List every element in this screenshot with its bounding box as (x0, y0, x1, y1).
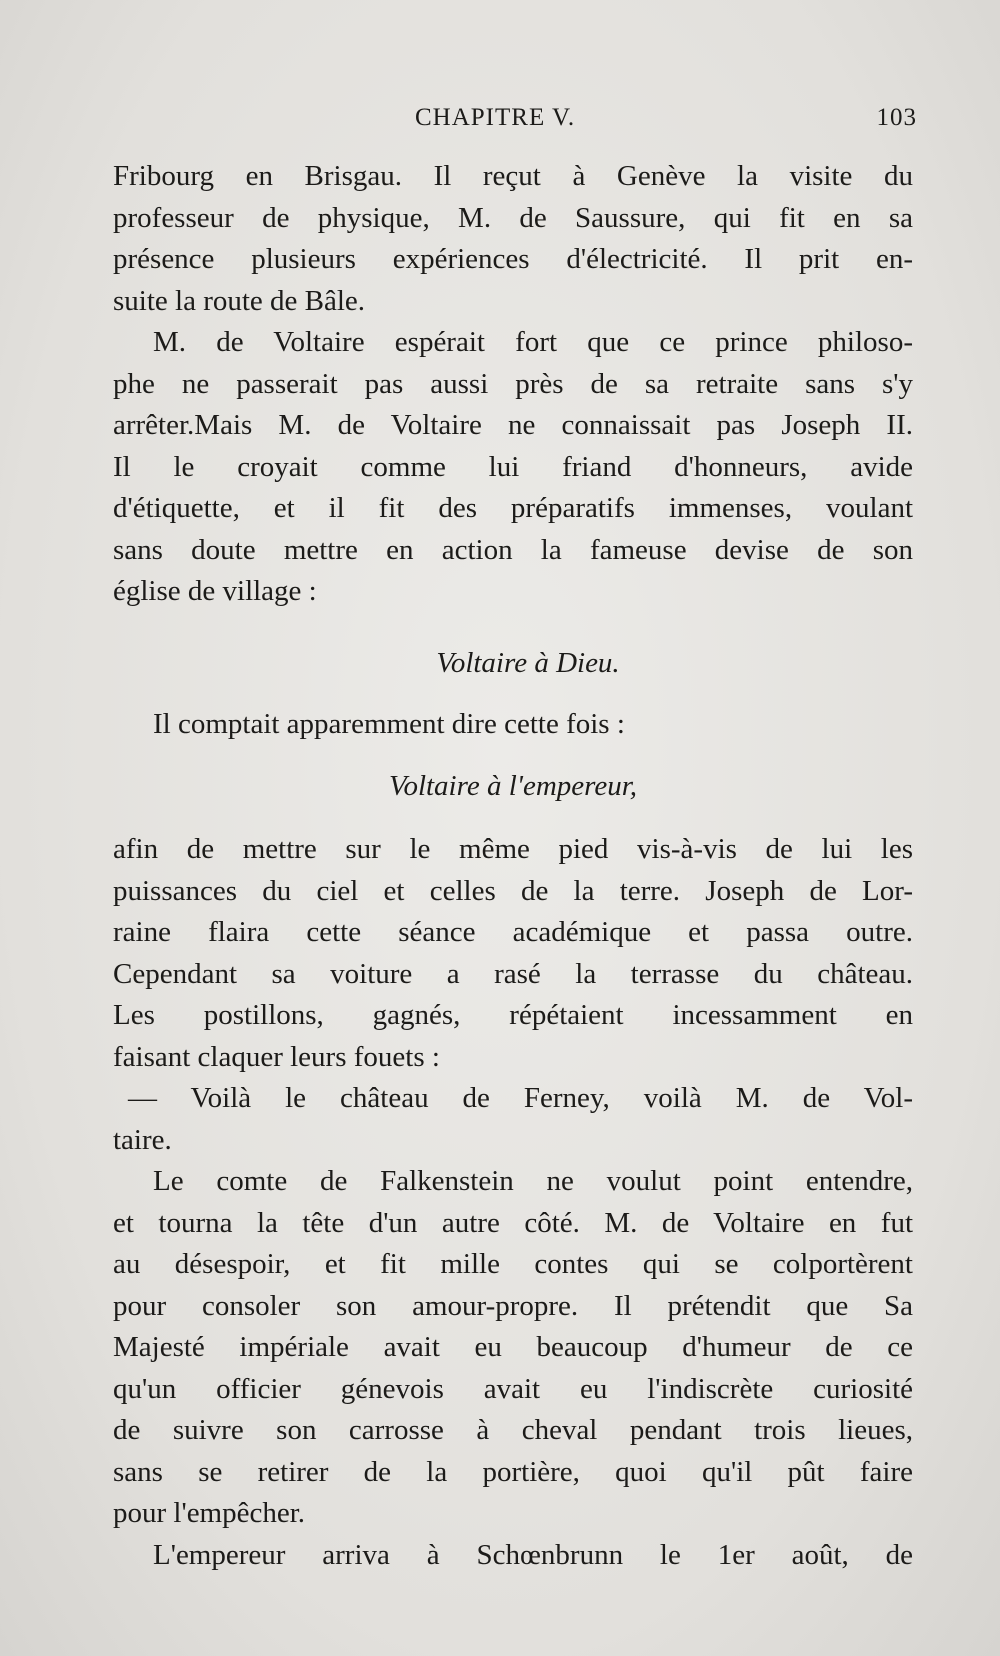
text-line: sans se retirer de la portière, quoi qu'il pût faire (113, 1455, 913, 1488)
text-line: — Voilà le château de Ferney, voilà M. de Vol- (128, 1082, 913, 1114)
page-number: 103 (876, 104, 917, 131)
quoted-motto: Voltaire à Dieu. (436, 646, 620, 679)
text-line: taire. (113, 1123, 172, 1156)
text-line: pour consoler son amour-propre. Il prétendit que Sa (113, 1289, 913, 1322)
text-line: pour l'empêcher. (113, 1497, 306, 1529)
text-line: Les postillons, gagnés, répétaient incessamment en (113, 999, 913, 1031)
text-line: arrêter.Mais M. de Voltaire ne connaissait pas Joseph II. (113, 409, 913, 441)
text-line: Il comptait apparemment dire cette fois : (153, 708, 625, 740)
text-line: d'étiquette, et il fit des préparatifs immenses, voulant (113, 492, 913, 524)
page-body (113, 156, 913, 1576)
text-line: faisant claquer leurs fouets : (113, 1040, 440, 1073)
text-line: qu'un officier génevois avait eu l'indiscrète curiosité (113, 1372, 913, 1405)
text-line: de suivre son carrosse à cheval pendant trois lieues, (113, 1414, 913, 1446)
text-line: Majesté impériale avait eu beaucoup d'humeur de ce (113, 1331, 913, 1363)
running-title: CHAPITRE V. (415, 104, 576, 131)
text-line: L'empereur arriva à Schœnbrunn le 1er août, de (153, 1538, 913, 1571)
text-line: phe ne passerait pas aussi près de sa retraite sans s'y (113, 367, 913, 400)
text-line: Fribourg en Brisgau. Il reçut à Genève la visite du (113, 160, 913, 192)
text-line: Le comte de Falkenstein ne voulut point entendre, (153, 1165, 913, 1197)
quoted-motto: Voltaire à l'empereur, (388, 769, 638, 802)
text-line: et tourna la tête d'un autre côté. M. de Voltaire en fut (113, 1206, 913, 1239)
page-header (115, 104, 915, 144)
text-line: suite la route de Bâle. (113, 284, 366, 317)
text-line: Cependant sa voiture a rasé la terrasse du château. (113, 957, 913, 990)
text-line: afin de mettre sur le même pied vis-à-vis de lui les (113, 833, 913, 865)
text-line: professeur de physique, M. de Saussure, qui fit en sa (113, 201, 913, 234)
text-line: M. de Voltaire espérait fort que ce prince philoso- (153, 326, 913, 358)
text-line: sans doute mettre en action la fameuse devise de son (113, 533, 913, 566)
text-line: Il le croyait comme lui friand d'honneurs, avide (113, 450, 913, 483)
text-line: église de village : (113, 575, 317, 607)
text-line: puissances du ciel et celles de la terre. Joseph de Lor- (113, 874, 913, 907)
text-line: présence plusieurs expériences d'électricité. Il prit en- (113, 243, 913, 275)
text-line: au désespoir, et fit mille contes qui se colportèrent (113, 1248, 913, 1280)
text-line: raine flaira cette séance académique et passa outre. (113, 916, 913, 948)
